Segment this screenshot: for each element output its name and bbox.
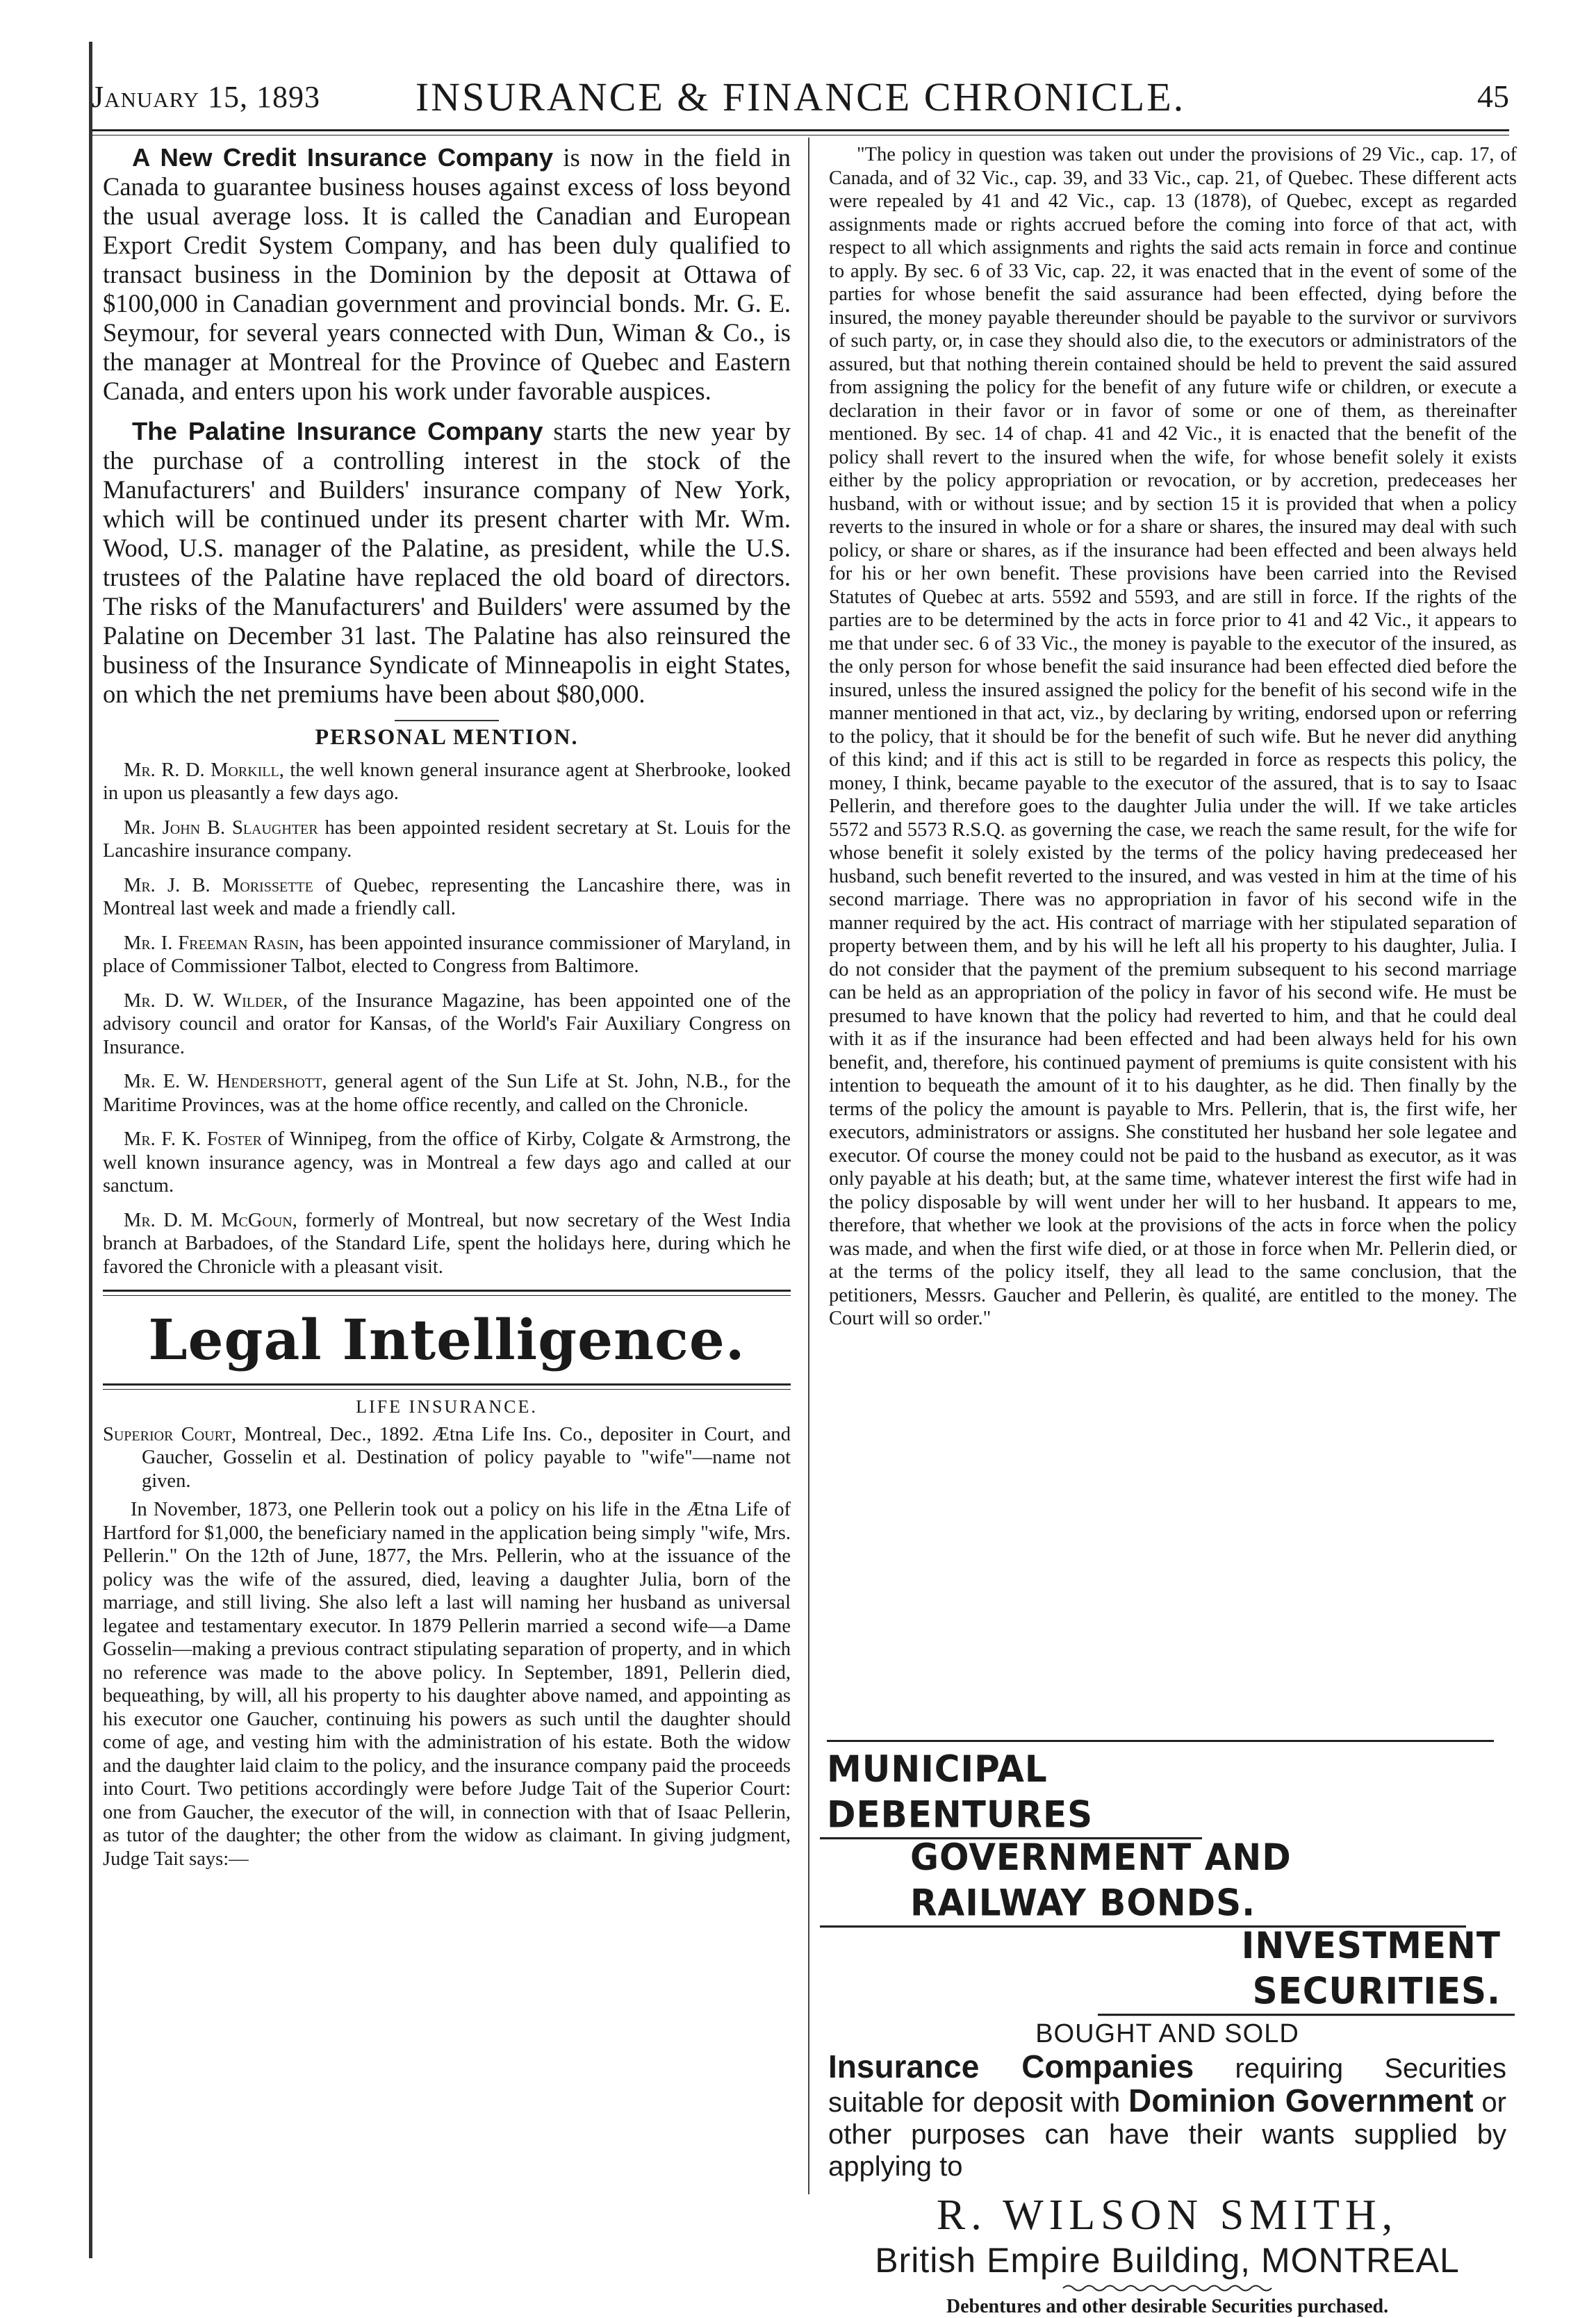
mention-name: Mr. D. W. Wilder	[124, 989, 283, 1012]
ad-bought-sold: BOUGHT AND SOLD	[1035, 2019, 1299, 2048]
mention-item	[103, 1209, 791, 1279]
column-divider	[808, 138, 809, 2194]
mention-text: of Winnipeg, from the office of Kirby, Colgate & Armstrong, the well known insurance agency, was in Montreal a few days ago and called at our sanctum.	[103, 1128, 791, 1197]
mention-name: Mr. J. B. Morissette	[124, 874, 313, 896]
ad-body	[820, 2049, 1515, 2184]
ad-ornament-wave	[1063, 2283, 1272, 2293]
article-lead: A New Credit Insurance Company	[132, 143, 553, 172]
article-text: starts the new year by the purchase of a controlling interest in the stock of the Manufacturers' and Builders' insurance company of New York, which will be continued under its present charter with Mr. Wm. Wood, U.S. manager of the Palatine, as president, while the U.S. trustees of the Palatine have replaced the old board of directors. The risks of the Manufacturers' and Builders' were assumed by the Palatine on December 31 last. The Palatine has also reinsured the business of the Insurance Syndicate of Minneapolis in eight States, on which the net premiums have been about $80,000.	[103, 417, 791, 708]
mention-text: , general agent of the Sun Life at St. John, N.B., for the Maritime Provinces, was at the home office recently, and called on the Chronicle.	[103, 1071, 791, 1116]
issue-date: January 15, 1893	[92, 80, 321, 114]
ad-heading-municipal: MUNICIPAL DEBENTURES	[820, 1747, 1202, 1839]
mention-item	[103, 932, 791, 978]
mention-name: Mr. I. Freeman Rasin	[124, 932, 299, 954]
mention-name: Mr. F. K. Foster	[124, 1128, 262, 1150]
life-insurance-heading: LIFE INSURANCE.	[356, 1397, 538, 1417]
mention-item	[103, 1070, 791, 1117]
section-rule	[395, 720, 499, 721]
ad-body-text: requiring Securities suitable for deposit with	[828, 2053, 1506, 2118]
ad-heading-government: GOVERNMENT AND RAILWAY BONDS.	[820, 1835, 1466, 1927]
case-citation	[103, 1423, 791, 1493]
article-palatine	[103, 417, 791, 709]
binding-edge	[89, 42, 92, 2258]
mention-name: Mr. R. D. Morkill	[124, 759, 279, 781]
judgment-text: "The policy in question was taken out under the provisions of 29 Vic., cap. 17, of Canada, and of 32 Vic., cap. 39, and 33 Vic., cap. 21, of Quebec. These different acts were repealed by 41 and 42 Vic., cap. 13 (1878), of Quebec, except as regarded assignments made or rights accrued before the coming into force of that act, with respect to all which assignments and rights the said acts remain in force and continue to apply. By sec. 6 of 33 Vic, cap. 22, it was enacted that in the event of some of the parties for whose benefit the said assurance had been effected, dying before the insured, the money payable thereunder should be payable to the survivor or survivors of such party, or, in case they should also die, to the executors or administrators of the assured, but that nothing therein contained should be held to prevent the said assured from assigning the policy for the benefit of any future wife or children, or execute a declaration in their favor or in favor of some or one of them, as thereinafter mentioned. By sec. 14 of chap. 41 and 42 Vic., it is enacted that the benefit of the policy shall revert to the insured when the wife, for whose benefit solely it exists either by the policy appropriation or revocation, or by accretion, predeceases her husband, with or without issue; and by section 15 it is provided that when a policy reverts to the insured in whole or for a share or shares, the insured may deal with such policy, or share or shares, as if the insurance had been effected and been always held for his or her own benefit. These provisions have been carried into the Revised Statutes of Quebec at arts. 5592 and 5593, and are still in force. If the rights of the parties are to be determined by the acts in force prior to 41 and 42 Vic., it appears to me that under sec. 6 of 33 Vic., the money is payable to the executor of the insured, as the only person for whose benefit the said insurance had been effected died before the insured, unless the insured assigned the policy for the benefit of his second wife in the manner mentioned in that act, viz., by declaring by writing, endorsed upon or referring to the policy, that it should be for the benefit of such wife. But he never did anything of this kind; and if this act is still to be regarded in force as respects this policy, the money, I think, became payable to the executor of the assured, that is to say to Isaac Pellerin, and therefore goes to the daughter Julia under the will. If we take articles 5572 and 5573 R.S.Q. as governing the case, we reach the same result, for the wife for whose benefit it solely existed by the terms of the policy having predeceased her husband, such benefit reverted to the insured, and was vested in him at the time of his second marriage. There was no appropriation in favor of his second wife in the manner required by the act. His contract of marriage with her stipulated separation of property between them, and by his will he left all his property to his daughter, Julia. I do not consider that the payment of the premium subsequent to his second marriage can be held as an appropriation of the policy in favor of his second wife. He must be presumed to have known that the policy had reverted to him, and that he could deal with it as if the insurance had been effected and had been always held for his own benefit, and, therefore, his continued payment of premiums is quite consistent with his intention to bequeath the amount of it to his daughter, as he did. Then finally by the terms of the policy the amount is payable to Mrs. Pellerin, that is, the first wife, her executors, administrators or assigns. She constituted her husband her sole legatee and executor. Of course the money could not be paid to the husband as executor, as it was only payable at his death; but, at the same time, whatever interest the first wife had in the policy disposable by will went under her will to her husband. It appears to me, therefore, that whether we look at the provisions of the acts in force when the policy was made, and when the first wife died, or at those in force when Mr. Pellerin died, or at the terms of the policy itself, they all lead to the same conclusion, that the petitioners, Messrs. Gaucher and Pellerin, ès qualité, are entitled to the money. The Court will so order."	[829, 144, 1517, 1329]
mention-text: , has been appointed insurance commissioner of Maryland, in place of Commissioner Talbot, elected to Congress from Baltimore.	[103, 932, 791, 977]
publication-title: INSURANCE & FINANCE CHRONICLE.	[415, 74, 1186, 120]
section-double-rule	[103, 1290, 791, 1296]
court-name: Superior Court	[103, 1423, 232, 1445]
mention-item	[103, 816, 791, 863]
mention-name: Mr. E. W. Hendershott	[124, 1071, 322, 1092]
mention-item	[103, 989, 791, 1060]
mention-name: Mr. John B. Slaughter	[124, 816, 318, 839]
mention-text: , of the Insurance Magazine, has been appointed one of the advisory council and orator for Kansas, of the World's Fair Auxiliary Congress on Insurance.	[103, 989, 791, 1058]
right-column	[829, 143, 1517, 1331]
page-header	[92, 64, 1509, 124]
mention-text: , formerly of Montreal, but now secretary of the West India branch at Barbadoes, of the Standard Life, spent the holidays here, during which he favored the Chronicle with a pleasant visit.	[103, 1209, 791, 1278]
case-body: In November, 1873, one Pellerin took out a policy on his life in the Ætna Life of Hartford for $1,000, the beneficiary named in the application being simply "wife, Mrs. Pellerin." On the 12th of June, 1877, the Mrs. Pellerin, who at the issuance of the policy was the wife of the assured, died, leaving a daughter Julia, born of the marriage, and still living. She also left a last will naming her husband as universal legatee and testamentary executor. In 1879 Pellerin married a second wife—a Dame Gosselin—making a previous contract stipulating separation of property, and in which no reference was made to the above policy. In September, 1891, Pellerin died, bequeathing, by will, all his property to his daughter above named, and appointing as his executor one Gaucher, continuing his powers as such until the daughter should come of age, and vesting him with the administration of his estate. Both the widow and the daughter laid claim to the policy, and the insurance company paid the proceeds into Court. Two petitions accordingly were before Judge Tait of the Superior Court: one from Gaucher, the executor of the will, in connection with that of Isaac Pellerin, as tutor of the daughter; the other from the widow as claimant. In giving judgment, Judge Tait says:—	[103, 1499, 791, 1870]
mention-text: of Quebec, representing the Lancashire there, was in Montreal last week and made a friendly call.	[103, 874, 791, 919]
article-lead: The Palatine Insurance Company	[132, 417, 543, 445]
ad-advertiser-name: R. WILSON SMITH,	[936, 2192, 1399, 2239]
mention-item	[103, 759, 791, 805]
ad-top-rule	[827, 1740, 1494, 1742]
page-number: 45	[1477, 79, 1509, 114]
ad-body-emphasis: Dominion Government	[1128, 2082, 1474, 2119]
mention-item	[103, 874, 791, 921]
personal-mention-heading: PERSONAL MENTION.	[315, 724, 579, 749]
mention-item	[103, 1128, 791, 1198]
legal-intelligence-heading: Legal Intelligence.	[148, 1307, 746, 1372]
left-column	[103, 143, 791, 1871]
case-text: , Montreal, Dec., 1892. Ætna Life Ins. Co., depositer in Court, and Gaucher, Gosselin et al. Destination of policy payable to "wife"—name not given.	[142, 1423, 791, 1492]
ad-body-emphasis: Insurance Companies	[828, 2048, 1194, 2085]
section-double-rule	[103, 1383, 791, 1390]
article-credit-insurance	[103, 143, 791, 406]
ad-footer: Debentures and other desirable Securities purchased.	[946, 2296, 1389, 2317]
ad-heading-investment: INVESTMENT SECURITIES.	[1098, 1923, 1515, 2016]
article-text: is now in the field in Canada to guarantee business houses against excess of loss beyond the usual average loss. It is called the Canadian and European Export Credit System Company, and has been duly qualified to transact business in the Dominion by the deposit at Ottawa of $100,000 in Canadian government and provincial bonds. Mr. G. E. Seymour, for several years connected with Dun, Wiman & Co., is the manager at Montreal for the Province of Quebec and Eastern Canada, and enters upon his work under favorable auspices.	[103, 143, 791, 405]
ad-advertiser-address: British Empire Building, MONTREAL	[875, 2241, 1460, 2280]
ad-body-text: or other purposes can have their wants supplied by applying to	[828, 2087, 1507, 2182]
mention-text: , the well known general insurance agent at Sherbrooke, looked in upon us pleasantly a few days ago.	[103, 759, 791, 804]
header-rule	[92, 129, 1509, 131]
advertisement	[820, 1740, 1515, 2317]
mention-name: Mr. D. M. McGoun	[124, 1209, 293, 1231]
mention-text: has been appointed resident secretary at St. Louis for the Lancashire insurance company.	[103, 816, 791, 862]
